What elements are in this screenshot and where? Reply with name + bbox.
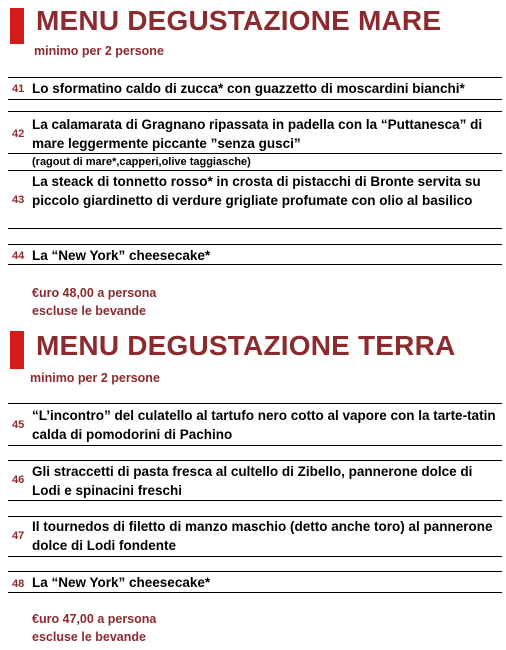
- divider: [8, 228, 502, 229]
- menu-terra-subtitle: minimo per 2 persone: [30, 371, 160, 385]
- dish-text: “L’incontro” del culatello al tartufo nero cotto al vapore con la tarte-tatin calda di pomodorini di Pachino: [32, 408, 496, 442]
- item-number: 44: [12, 250, 25, 262]
- red-accent-bar: [10, 331, 24, 369]
- divider: [8, 244, 502, 245]
- item-number: 42: [12, 128, 25, 140]
- dish-note: (ragout di mare*,capperi,olive taggiasche): [32, 156, 251, 168]
- menu-terra-price-note: escluse le bevande: [32, 630, 146, 644]
- dish-text: La calamarata di Gragnano ripassata in padella con la “Puttanesca” di mare leggermente piccante ”senza gusci”: [32, 117, 483, 151]
- divider: [8, 77, 502, 78]
- menu-mare-title: MENU DEGUSTAZIONE MARE: [36, 5, 442, 36]
- dish-text: Lo sformatino caldo di zucca* con guazzetto di moscardini bianchi*: [32, 81, 465, 96]
- menu-terra-title: MENU DEGUSTAZIONE TERRA: [36, 330, 456, 361]
- menu-mare-price-note: escluse le bevande: [32, 304, 146, 318]
- divider: [8, 592, 502, 593]
- divider: [8, 99, 502, 100]
- item-number: 48: [12, 578, 25, 590]
- dish-text: La “New York” cheesecake*: [32, 575, 211, 590]
- red-accent-bar: [10, 8, 24, 44]
- item-number: 43: [12, 194, 25, 206]
- item-number: 47: [12, 530, 25, 542]
- dish-text: Il tournedos di filetto di manzo maschio (detto anche toro) al pannerone dolce di Lodi fondente: [32, 519, 493, 553]
- divider: [8, 500, 502, 501]
- divider: [8, 170, 502, 171]
- divider: [8, 556, 502, 557]
- menu-mare-price: €uro 48,00 a persona: [32, 286, 157, 300]
- dish-text: La “New York” cheesecake*: [32, 248, 211, 263]
- item-number: 41: [12, 83, 25, 95]
- divider: [8, 571, 502, 572]
- divider: [8, 445, 502, 446]
- dish-text: La steack di tonnetto rosso* in crosta di pistacchi di Bronte servita su piccolo giardinetto di verdure grigliate profumate con olio al basilico: [32, 174, 481, 208]
- menu-terra-price: €uro 47,00 a persona: [32, 612, 157, 626]
- divider: [8, 264, 502, 265]
- item-number: 45: [12, 419, 25, 431]
- item-number: 46: [12, 474, 25, 486]
- divider: [8, 460, 502, 461]
- dish-text: Gli straccetti di pasta fresca al cultello di Zibello, pannerone dolce di Lodi e spinacini freschi: [32, 464, 473, 498]
- divider: [8, 403, 502, 404]
- menu-mare-subtitle: minimo per 2 persone: [34, 44, 164, 58]
- divider: [8, 153, 502, 154]
- divider: [8, 111, 502, 112]
